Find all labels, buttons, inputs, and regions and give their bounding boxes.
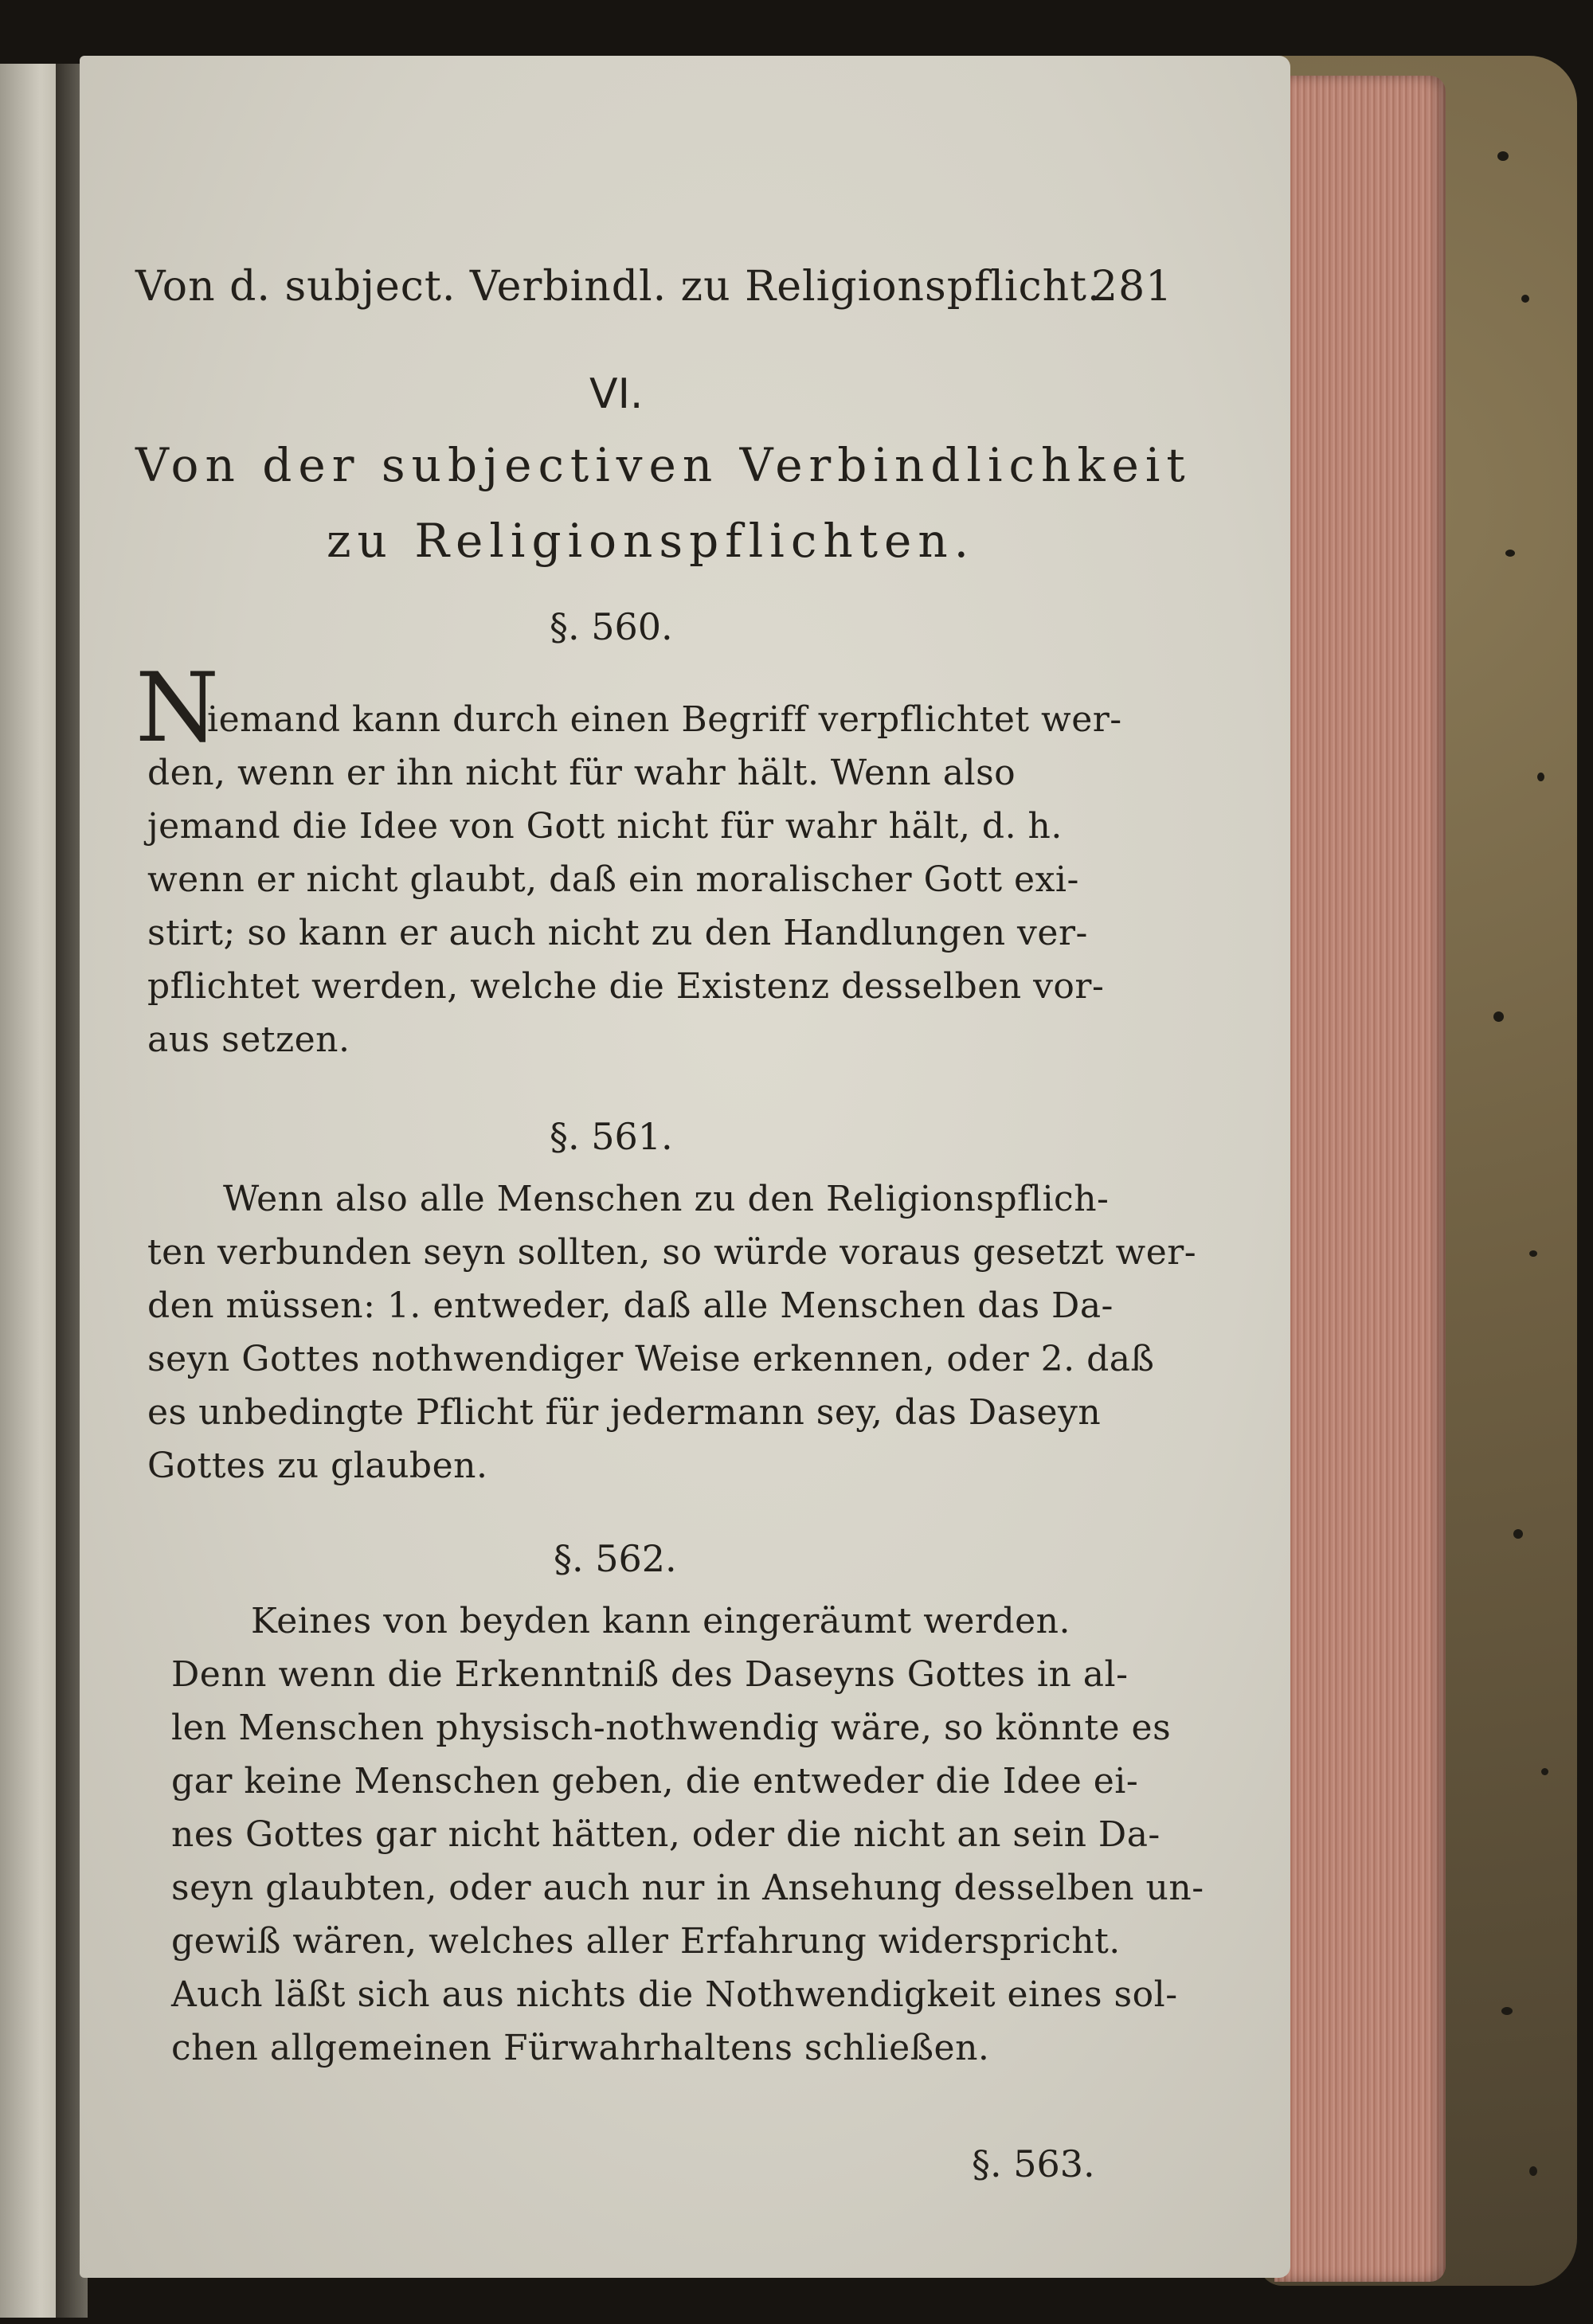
- text-line: den müssen: 1. entweder, daß alle Menschen das Da-: [147, 1285, 1114, 1326]
- page-edges: [1274, 76, 1446, 2282]
- text-line: gewiß wären, welches aller Erfahrung widerspricht.: [171, 1921, 1121, 1962]
- text-line: stirt; so kann er auch nicht zu den Handlungen ver-: [147, 913, 1088, 953]
- text-line: Wenn also alle Menschen zu den Religionspflich-: [223, 1179, 1110, 1219]
- text-line: len Menschen physisch-nothwendig wäre, so könnte es: [171, 1708, 1172, 1748]
- text-line: aus setzen.: [147, 1019, 350, 1060]
- text-line: gar keine Menschen geben, die entweder die Idee ei-: [171, 1761, 1139, 1802]
- text-line: iemand kann durch einen Begriff verpflichtet wer-: [207, 699, 1122, 740]
- text-line: Denn wenn die Erkenntniß des Daseyns Gottes in al-: [171, 1654, 1129, 1695]
- drop-cap: N: [135, 653, 219, 764]
- text-line: Gottes zu glauben.: [147, 1446, 488, 1486]
- chapter-number: VI.: [589, 370, 644, 418]
- text-line: jemand die Idee von Gott nicht für wahr hält, d. h.: [147, 806, 1063, 847]
- text-line: wenn er nicht glaubt, daß ein moralischer Gott exi-: [147, 859, 1079, 900]
- text-line: pflichtet werden, welche die Existenz desselben vor-: [147, 966, 1105, 1007]
- chapter-title-line1: Von der subjectiven Verbindlichkeit: [135, 438, 1192, 492]
- book-page: [80, 56, 1290, 2278]
- text-line: Keines von beyden kann eingeräumt werden.: [251, 1601, 1070, 1641]
- section-number-562: §. 562.: [554, 1537, 677, 1580]
- text-line: chen allgemeinen Fürwahrhaltens schließen.: [171, 2028, 990, 2068]
- section-number-561: §. 561.: [550, 1115, 673, 1158]
- page-number: 281: [1091, 263, 1173, 311]
- section-number-560: §. 560.: [550, 605, 673, 648]
- text-line: Auch läßt sich aus nichts die Nothwendigkeit eines sol-: [171, 1974, 1178, 2015]
- text-line: nes Gottes gar nicht hätten, oder die nicht an sein Da-: [171, 1814, 1161, 1855]
- text-line: ten verbunden seyn sollten, so würde voraus gesetzt wer-: [147, 1232, 1197, 1273]
- text-line: es unbedingte Pflicht für jedermann sey, das Daseyn: [147, 1392, 1102, 1433]
- running-head: Von d. subject. Verbindl. zu Religionspflicht.: [135, 263, 1102, 311]
- chapter-title-line2: zu Religionspflichten.: [327, 514, 976, 568]
- text-line: seyn glaubten, oder auch nur in Ansehung desselben un-: [171, 1868, 1204, 1908]
- catchword: §. 563.: [972, 2142, 1095, 2185]
- text-line: seyn Gottes nothwendiger Weise erkennen, oder 2. daß: [147, 1339, 1155, 1379]
- text-line: den, wenn er ihn nicht für wahr hält. Wenn also: [147, 753, 1016, 793]
